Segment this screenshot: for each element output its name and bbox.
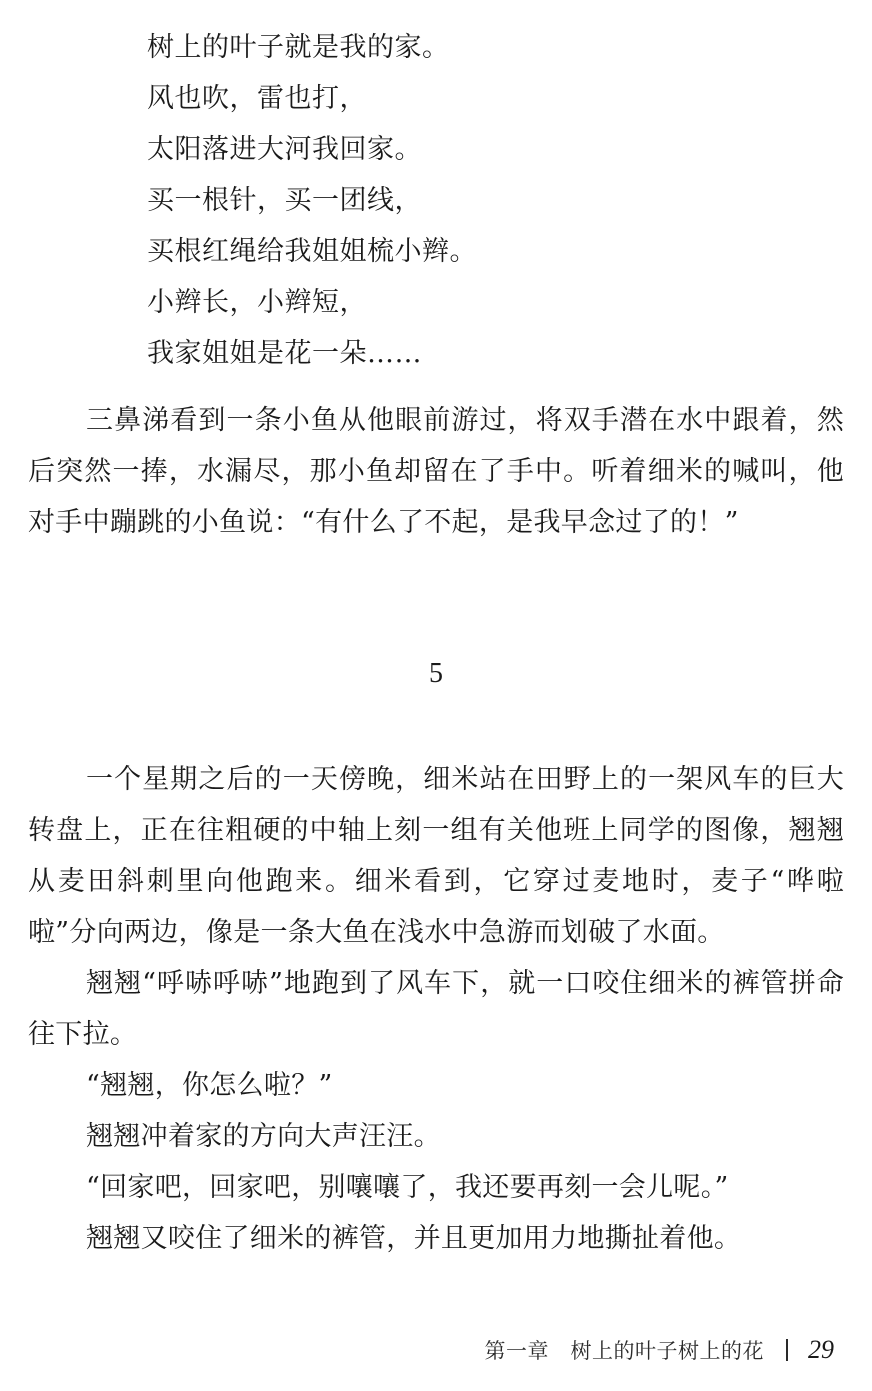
paragraph: “翘翘，你怎么啦？” bbox=[86, 1070, 333, 1101]
poem-line: 小辫长，小辫短， bbox=[147, 287, 367, 318]
paragraph: 翘翘“呼哧呼哧”地跑到了风车下，就一口咬住细米的裤管拼命往下拉。 bbox=[28, 968, 844, 1050]
poem-line: 太阳落进大河我回家。 bbox=[147, 134, 422, 165]
prose-block-before bbox=[28, 395, 844, 548]
paragraph: 三鼻涕看到一条小鱼从他眼前游过，将双手潜在水中跟着，然后突然一捧，水漏尽，那小鱼却留在了手中。听着细米的喊叫，他对手中蹦跳的小鱼说：“有什么了不起，是我早念过了的！” bbox=[28, 405, 844, 538]
footer-divider bbox=[786, 1339, 788, 1361]
footer-chapter-title: 第一章 树上的叶子树上的花 bbox=[484, 1339, 764, 1363]
paragraph: 翘翘又咬住了细米的裤管，并且更加用力地撕扯着他。 bbox=[86, 1223, 742, 1254]
poem-line: 树上的叶子就是我的家。 bbox=[147, 32, 450, 63]
page-footer bbox=[485, 1330, 835, 1370]
paragraph: 一个星期之后的一天傍晚，细米站在田野上的一架风车的巨大转盘上，正在往粗硬的中轴上刻一组有关他班上同学的图像，翘翘从麦田斜刺里向他跑来。细米看到，它穿过麦地时，麦子“哗啦啦”分向两边，像是一条大鱼在浅水中急游而划破了水面。 bbox=[28, 764, 844, 948]
page-number: 29 bbox=[808, 1335, 834, 1364]
section-number: 5 bbox=[429, 658, 443, 689]
poem-line: 买一根针，买一团线， bbox=[147, 185, 422, 216]
prose-block-after bbox=[28, 754, 844, 1264]
paragraph: “回家吧，回家吧，别嚷嚷了，我还要再刻一会儿呢。” bbox=[86, 1172, 729, 1203]
poem-line: 风也吹，雷也打， bbox=[147, 83, 367, 114]
paragraph: 翘翘冲着家的方向大声汪汪。 bbox=[86, 1121, 441, 1152]
poem-line: 我家姐姐是花一朵…… bbox=[147, 338, 422, 369]
poem-block bbox=[147, 22, 827, 379]
poem-line: 买根红绳给我姐姐梳小辫。 bbox=[147, 236, 477, 267]
